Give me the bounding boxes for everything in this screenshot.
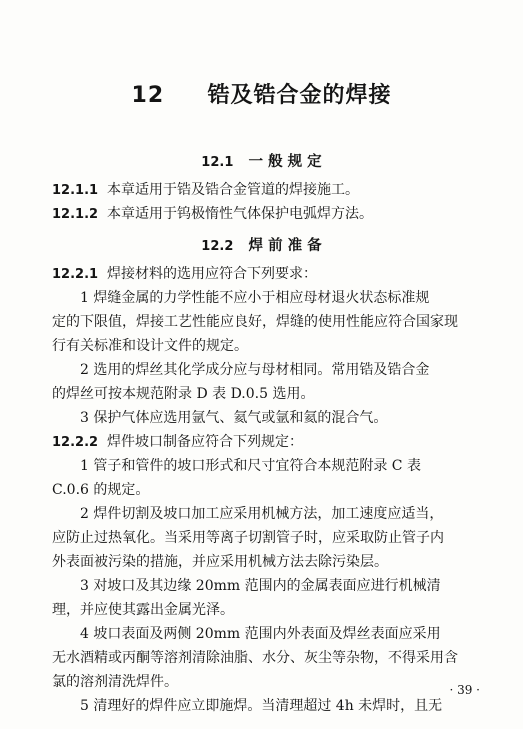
paragraph-line: 1 管子和管件的坡口形式和尺寸宜符合本规范附录 C 表 [80, 458, 421, 474]
chapter-number: 12 [131, 83, 165, 108]
paragraph-line: 3 对坡口及其边缘 20mm 范围内的金属表面应进行机械清 [80, 578, 441, 594]
paragraph-line: 5 清理好的焊件应立即施焊。当清理超过 4h 未焊时，且无 [80, 698, 443, 714]
paragraph-line: 4 坡口表面及两侧 20mm 范围内外表面及焊丝表面应采用 [80, 626, 441, 642]
paragraph-line: 外表面被污染的措施，并应采用机械方法去除污染层。 [52, 554, 388, 570]
chapter-name: 锆及锆合金的焊接 [207, 83, 392, 108]
paragraph-line: C.0.6 的规定。 [52, 482, 150, 498]
chapter-title [0, 78, 523, 109]
clause-12-2-1: 12.2.1 焊接材料的选用应符合下列要求： [52, 266, 317, 282]
section-title-12-1: 12.1 一 般 规 定 [201, 154, 322, 170]
paragraph-line: 2 选用的焊丝其化学成分应与母材相同。常用锆及锆合金 [80, 362, 430, 378]
paragraph-line: 的焊丝可按本规范附录 D 表 D.0.5 选用。 [52, 386, 315, 402]
paragraph-line: 2 焊件切割及坡口加工应采用机械方法，加工速度应适当， [80, 506, 444, 522]
paragraph-line: 3 保护气体应选用氩气、氦气或氩和氦的混合气。 [80, 410, 388, 426]
paragraph-line: 1 焊缝金属的力学性能不应小于相应母材退火状态标准规 [80, 290, 430, 306]
paragraph-line: 定的下限值，焊接工艺性能应良好，焊缝的使用性能应符合国家现 [52, 314, 458, 330]
paragraph-line: 应防止过热氧化。当采用等离子切割管子时，应采取防止管子内 [52, 530, 444, 546]
paragraph-line: 行有关标准和设计文件的规定。 [52, 338, 248, 354]
clause-12-2-2: 12.2.2 焊件坡口制备应符合下列规定： [52, 434, 303, 450]
paragraph-line: 理，并应使其露出金属光泽。 [52, 602, 234, 618]
clause-12-1-1: 12.1.1 本章适用于锆及锆合金管道的焊接施工。 [52, 182, 359, 198]
paragraph-line: 无水酒精或丙酮等溶剂清除油脂、水分、灰尘等杂物，不得采用含 [52, 650, 458, 666]
page-number: · 39 · [449, 683, 480, 697]
section-title-12-2: 12.2 焊 前 准 备 [201, 238, 322, 254]
paragraph-line: 氯的溶剂清洗焊件。 [52, 674, 178, 690]
clause-12-1-2: 12.1.2 本章适用于钨极惰性气体保护电弧焊方法。 [52, 206, 373, 222]
